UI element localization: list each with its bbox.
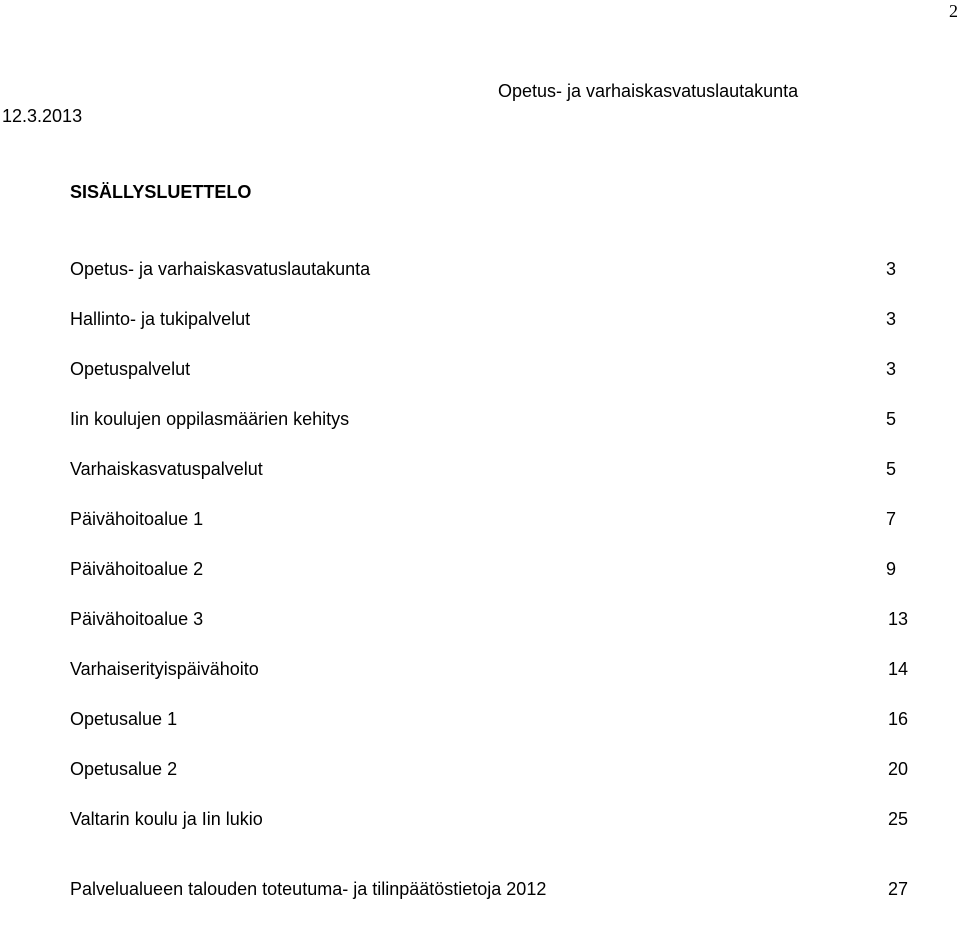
toc-entry-page: 5 [885, 409, 896, 429]
toc-entry[interactable] [70, 307, 908, 357]
toc-entry[interactable] [70, 407, 908, 457]
toc-entry-page: 16 [887, 709, 908, 729]
toc-entry-label: Iin koulujen oppilasmäärien kehitys [70, 409, 350, 429]
toc-entry-label: Valtarin koulu ja Iin lukio [70, 809, 263, 829]
toc-title: SISÄLLYSLUETTELO [70, 182, 252, 202]
toc-entry-page: 14 [887, 659, 908, 679]
toc-entry-label: Päivähoitoalue 1 [70, 509, 204, 529]
toc-entry[interactable] [70, 457, 908, 507]
toc-entry-label: Päivähoitoalue 3 [70, 609, 204, 629]
toc-entry[interactable] [70, 507, 908, 557]
header-committee: Opetus- ja varhaiskasvatuslautakunta [498, 81, 799, 101]
toc-entry-page: 13 [887, 609, 908, 629]
toc-entry[interactable] [70, 357, 908, 407]
toc-entry-page: 20 [887, 759, 908, 779]
toc-entry[interactable] [70, 877, 908, 927]
header-date: 12.3.2013 [2, 106, 83, 126]
toc-entry[interactable] [70, 257, 908, 307]
toc-entry-page: 7 [885, 509, 896, 529]
toc-entry[interactable] [70, 807, 908, 857]
toc-entry-label: Päivähoitoalue 2 [70, 559, 204, 579]
toc-entry-label: Hallinto- ja tukipalvelut [70, 309, 251, 329]
toc-entry-label: Varhaiskasvatuspalvelut [70, 459, 263, 479]
toc-entry-page: 27 [887, 879, 908, 899]
toc-entry-page: 3 [885, 309, 896, 329]
toc-entry[interactable] [70, 607, 908, 657]
toc-entry-label: Varhaiserityispäivähoito [70, 659, 259, 679]
toc-entry[interactable] [70, 707, 908, 757]
toc-entry-label: Palvelualueen talouden toteutuma- ja tilinpäätöstietoja 2012 [70, 879, 547, 899]
toc-entry-page: 3 [885, 359, 896, 379]
toc-entry-page: 9 [885, 559, 896, 579]
page-number: 2 [949, 1, 958, 21]
toc-entry-page: 25 [887, 809, 908, 829]
toc-entry[interactable] [70, 557, 908, 607]
toc-entry[interactable] [70, 757, 908, 807]
toc-entry[interactable] [70, 657, 908, 707]
toc-entry-label: Opetuspalvelut [70, 359, 191, 379]
toc-entry-page: 3 [885, 259, 896, 279]
toc-entry-label: Opetusalue 2 [70, 759, 178, 779]
table-of-contents [70, 257, 908, 927]
toc-entry-page: 5 [885, 459, 896, 479]
toc-entry-label: Opetusalue 1 [70, 709, 178, 729]
toc-entry-label: Opetus- ja varhaiskasvatuslautakunta [70, 259, 371, 279]
